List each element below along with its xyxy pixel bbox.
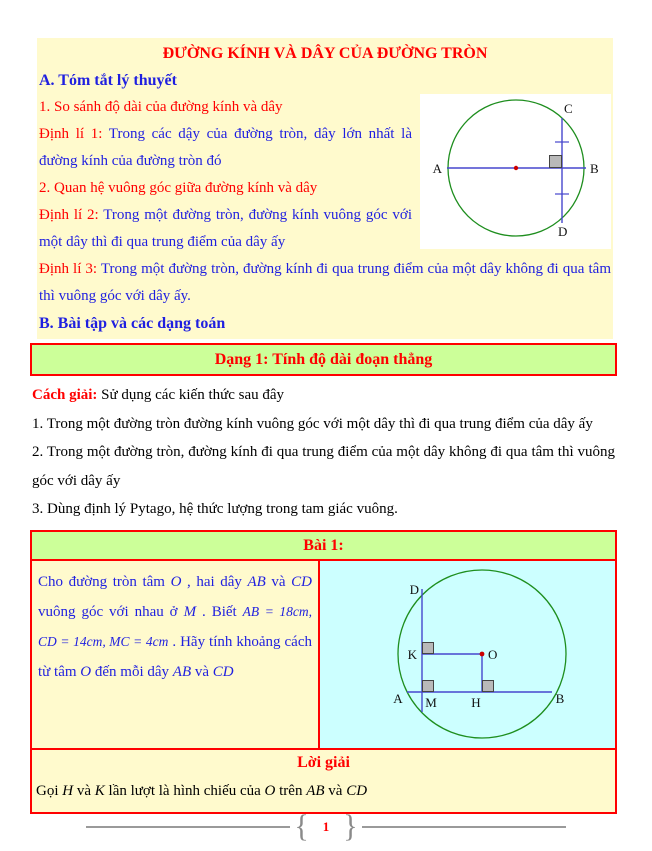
problem-text: Cho đường tròn tâm [38, 573, 171, 590]
point-label-b: B [590, 161, 599, 176]
problem-text: vuông góc với nhau ở [38, 603, 184, 620]
theory-sub1: 1. So sánh độ dài của đường kính và dây [39, 99, 283, 115]
theorem-3-text: Trong một đường tròn, đường kính đi qua trung điểm của một dây không đi qua tâm thì vuông góc với dây ấy. [39, 261, 611, 304]
method-section [30, 376, 617, 528]
problem-text: , hai dây [181, 573, 248, 590]
problem-formula: AB = 18cm, CD = 14cm, MC = 4cm [38, 603, 312, 649]
point-label-d: D [558, 224, 568, 239]
theorem-3-label: Định lí 3: [39, 261, 98, 277]
solution-text: trên [275, 782, 307, 799]
method-step-1: 1. Trong một đường tròn đường kính vuông góc với một dây thì đi qua trung điểm của dây ấy [32, 415, 593, 432]
bai1-table [30, 530, 617, 814]
problem-text: đến mỗi dây [91, 663, 173, 680]
right-angle-marker-m [423, 680, 434, 691]
center-dot [480, 651, 485, 656]
theorem-2-text: Trong một đường tròn, đường kính vuông góc với một dây thì đi qua trung điểm của dây ấy [39, 207, 412, 250]
solution-text: và [73, 782, 95, 799]
circle-diagram-2-svg [320, 561, 615, 748]
problem-text: . Biết [196, 603, 243, 620]
footer-rule-left [86, 826, 290, 828]
point-label-b: B [555, 690, 565, 706]
right-angle-marker [550, 156, 562, 168]
bai1-header: Bài 1: [32, 532, 615, 561]
problem-text: và [265, 573, 292, 590]
theorem-1-label: Định lí 1: [39, 126, 103, 142]
cach-giai-label: Cách giải: [32, 387, 98, 403]
point-label-k: K [407, 646, 417, 662]
math-var: CD [212, 663, 234, 680]
method-step-3: 3. Dùng định lý Pytago, hệ thức lượng trong tam giác vuông. [32, 501, 398, 517]
page-title: ĐƯỜNG KÍNH VÀ DÂY CỦA ĐƯỜNG TRÒN [162, 45, 488, 62]
math-var: AB [306, 782, 325, 799]
math-var: M [183, 603, 197, 620]
right-angle-marker-k [423, 642, 434, 653]
footer-rule-right [362, 826, 566, 828]
theory-sub2: 2. Quan hệ vuông góc giữa đường kính và dây [39, 180, 318, 196]
math-var: AB [247, 573, 266, 590]
cach-giai-line [32, 381, 615, 410]
point-label-o: O [488, 646, 498, 662]
right-angle-marker-h [483, 680, 494, 691]
cach-giai-text: Sử dụng các kiến thức sau đây [97, 387, 285, 403]
loi-giai-header: Lời giải [32, 748, 615, 776]
dang1-header-bar: Dạng 1: Tính độ dài đoạn thẳng [30, 343, 617, 376]
math-var: AB [172, 663, 192, 680]
point-label-d: D [409, 581, 419, 597]
math-var: O [80, 663, 92, 680]
theorem-3 [39, 256, 611, 310]
math-var: CD [291, 573, 312, 590]
math-var: CD [346, 782, 368, 799]
section-b-heading: B. Bài tập và các dạng toán [39, 315, 226, 332]
point-label-h: H [471, 694, 481, 710]
right-brace: } [343, 809, 358, 844]
point-label-a: A [393, 690, 403, 706]
solution-text: lần lượt là hình chiếu của [104, 782, 265, 799]
method-step-2: 2. Trong một đường tròn, đường kính đi qua trung điểm của một dây không đi qua tâm thì vuông góc với dây ấy [32, 444, 615, 489]
math-var: O [264, 782, 276, 799]
document-content [30, 38, 617, 814]
circle-diagram-2 [320, 561, 615, 748]
solution-text: Gọi [36, 782, 63, 799]
bai1-problem-text [32, 561, 320, 748]
theorem-1-text: Trong các dậy của đường tròn, dây lớn nhất là đường kính của đường tròn đó [39, 126, 412, 169]
bai1-body [32, 561, 615, 748]
point-label-m: M [425, 694, 437, 710]
problem-text: . Hãy tính khoảng cách từ tâm [38, 633, 312, 680]
math-var: H [62, 782, 74, 799]
math-var: O [170, 573, 182, 590]
point-label-a: A [432, 161, 442, 176]
problem-text: và [191, 663, 213, 680]
point-label-c: C [564, 101, 573, 116]
section-a-heading: A. Tóm tắt lý thuyết [39, 72, 177, 89]
solution-text: và [324, 782, 347, 799]
left-brace: { [294, 809, 309, 844]
theorem-2-label: Định lí 2: [39, 207, 99, 223]
solution-line [32, 776, 615, 812]
math-var: K [94, 782, 105, 799]
circle-diagram-1-svg [420, 94, 611, 249]
center-dot [514, 166, 518, 170]
page-footer [86, 809, 566, 844]
theory-block [37, 38, 613, 339]
circle-diagram-1 [420, 94, 611, 249]
page-number: 1 [322, 819, 330, 834]
